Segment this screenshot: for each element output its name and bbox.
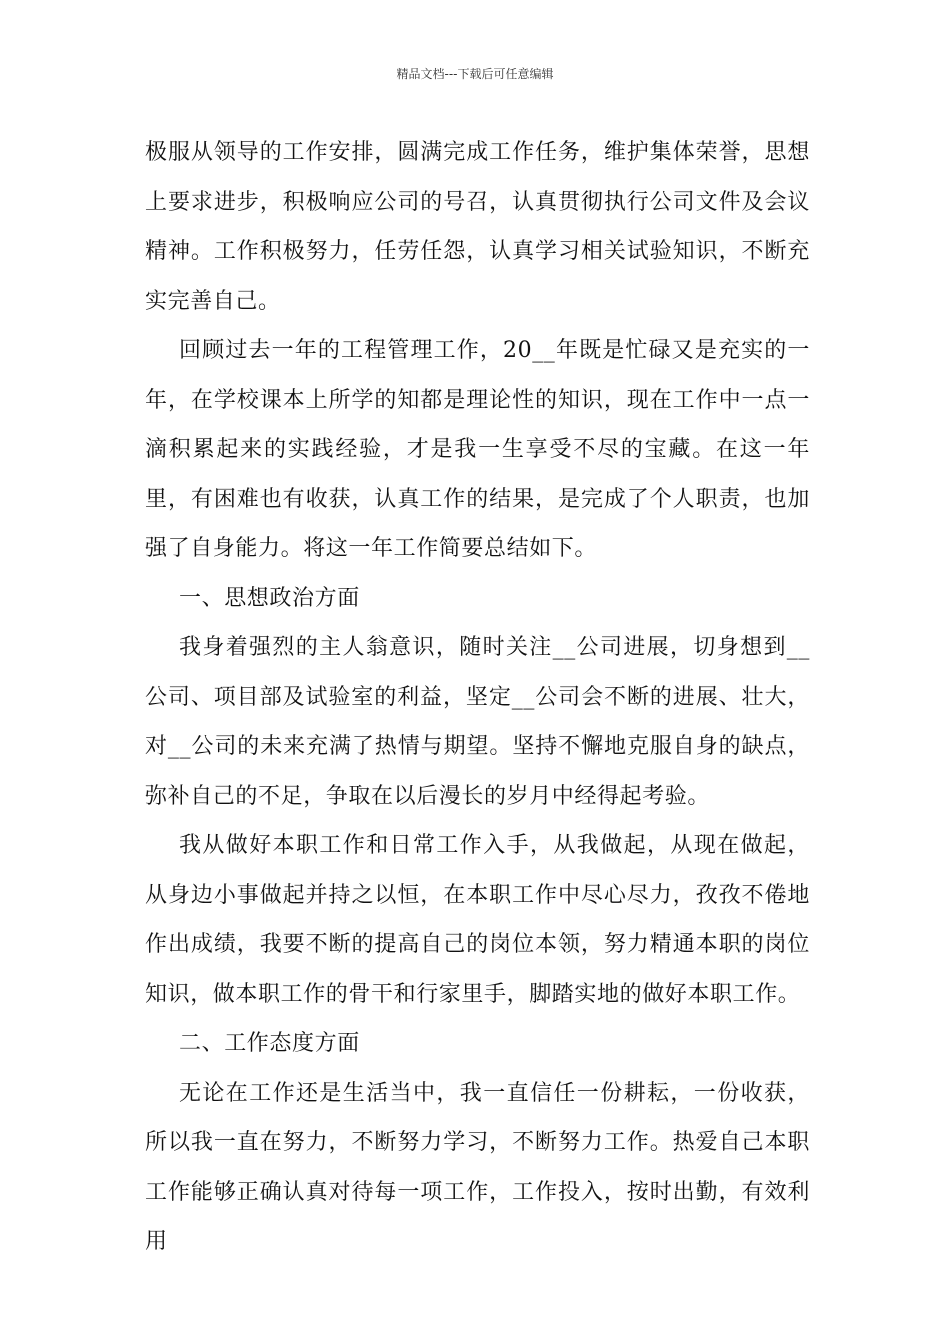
paragraph: 无论在工作还是生活当中，我一直信任一份耕耘，一份收获，所以我一直在努力，不断努力学习，不断努力工作。热爱自己本职工作能够正确认真对待每一项工作，工作投入，按时出勤，有效利用: [145, 1080, 810, 1254]
paragraph: 回顾过去一年的工程管理工作，20__年既是忙碌又是充实的一年，在学校课本上所学的知都是理论性的知识，现在工作中一点一滴积累起来的实践经验，才是我一生享受不尽的宝藏。在这一年里，有困难也有收获，认真工作的结果，是完成了个人职责，也加强了自身能力。将这一年工作简要总结如下。: [145, 338, 810, 561]
paragraph: 我从做好本职工作和日常工作入手，从我做起，从现在做起，从身边小事做起并持之以恒，在本职工作中尽心尽力，孜孜不倦地作出成绩，我要不断的提高自己的岗位本领，努力精通本职的岗位知识，做本职工作的骨干和行家里手，脚踏实地的做好本职工作。: [145, 833, 810, 1007]
section-heading: 一、思想政治方面: [179, 585, 360, 611]
document-body: [145, 128, 810, 1267]
section-heading: 二、工作态度方面: [179, 1031, 360, 1056]
paragraph: 极服从领导的工作安排，圆满完成工作任务，维护集体荣誉，思想上要求进步，积极响应公司的号召，认真贯彻执行公司文件及会议精神。工作积极努力，任劳任怨，认真学习相关试验知识，不断充实完善自己。: [145, 140, 810, 314]
paragraph: 我身着强烈的主人翁意识，随时关注__公司进展，切身想到__公司、项目部及试验室的利益，坚定__公司会不断的进展、壮大，对__公司的未来充满了热情与期望。坚持不懈地克服自身的缺点，弥补自己的不足，争取在以后漫长的岁月中经得起考验。: [145, 635, 810, 809]
page-header: 精品文档---下载后可任意编辑: [396, 67, 554, 81]
